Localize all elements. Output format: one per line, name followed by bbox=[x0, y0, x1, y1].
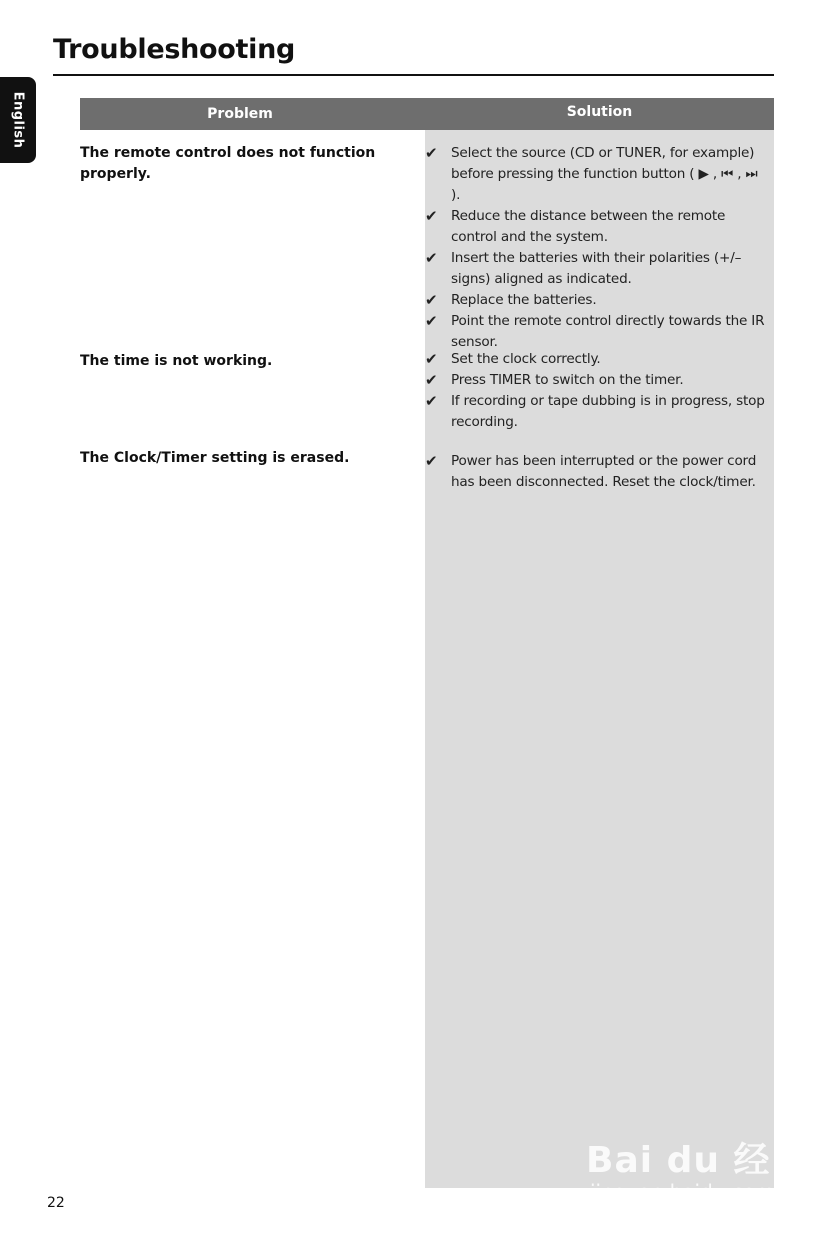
solution-text: Select the source (CD or TUNER, for example) before pressing the function button ( ▶ , ⏮ , ⏭ ). bbox=[451, 145, 758, 203]
problem-text: The time is not working. bbox=[80, 353, 273, 369]
language-tab bbox=[0, 77, 36, 163]
watermark-logo: Bai du 经验 bbox=[586, 1140, 771, 1232]
watermark bbox=[586, 1112, 776, 1232]
solution-text: Set the clock correctly. bbox=[451, 351, 601, 367]
check-icon: ✔ bbox=[425, 312, 438, 330]
list-item bbox=[425, 370, 770, 391]
check-icon: ✔ bbox=[425, 249, 438, 267]
problem-text: The Clock/Timer setting is erased. bbox=[80, 450, 350, 466]
list-item bbox=[425, 391, 770, 433]
list-item bbox=[425, 206, 770, 248]
page-title: Troubleshooting bbox=[53, 34, 296, 65]
solution-text: Insert the batteries with their polarities (+/– signs) aligned as indicated. bbox=[451, 250, 742, 287]
solution-text: If recording or tape dubbing is in progress, stop recording. bbox=[451, 393, 765, 430]
solution-list bbox=[425, 349, 770, 433]
solution-list bbox=[425, 143, 770, 353]
list-item bbox=[425, 143, 770, 206]
watermark-url: jingyan.baidu.com bbox=[590, 1180, 775, 1204]
solution-text: Replace the batteries. bbox=[451, 292, 597, 308]
list-item bbox=[425, 311, 770, 353]
header-solution: Solution bbox=[566, 104, 633, 120]
list-item bbox=[425, 290, 770, 311]
language-tab-label: English bbox=[10, 91, 26, 149]
list-item bbox=[425, 349, 770, 370]
solution-list bbox=[425, 451, 770, 493]
check-icon: ✔ bbox=[425, 452, 438, 470]
solution-text: Point the remote control directly towards the IR sensor. bbox=[451, 313, 765, 350]
page-number: 22 bbox=[47, 1195, 65, 1211]
solution-text: Power has been interrupted or the power cord has been disconnected. Reset the clock/timer. bbox=[451, 453, 757, 490]
check-icon: ✔ bbox=[425, 291, 438, 309]
check-icon: ✔ bbox=[425, 207, 438, 225]
title-divider bbox=[53, 74, 774, 76]
header-problem: Problem bbox=[207, 106, 273, 122]
list-item bbox=[425, 248, 770, 290]
problem-text: The remote control does not function properly. bbox=[80, 145, 376, 182]
solution-text: Press TIMER to switch on the timer. bbox=[451, 372, 684, 388]
solution-text: Reduce the distance between the remote control and the system. bbox=[451, 208, 726, 245]
list-item bbox=[425, 451, 770, 493]
check-icon: ✔ bbox=[425, 144, 438, 162]
check-icon: ✔ bbox=[425, 371, 438, 389]
check-icon: ✔ bbox=[425, 350, 438, 368]
check-icon: ✔ bbox=[425, 392, 438, 410]
